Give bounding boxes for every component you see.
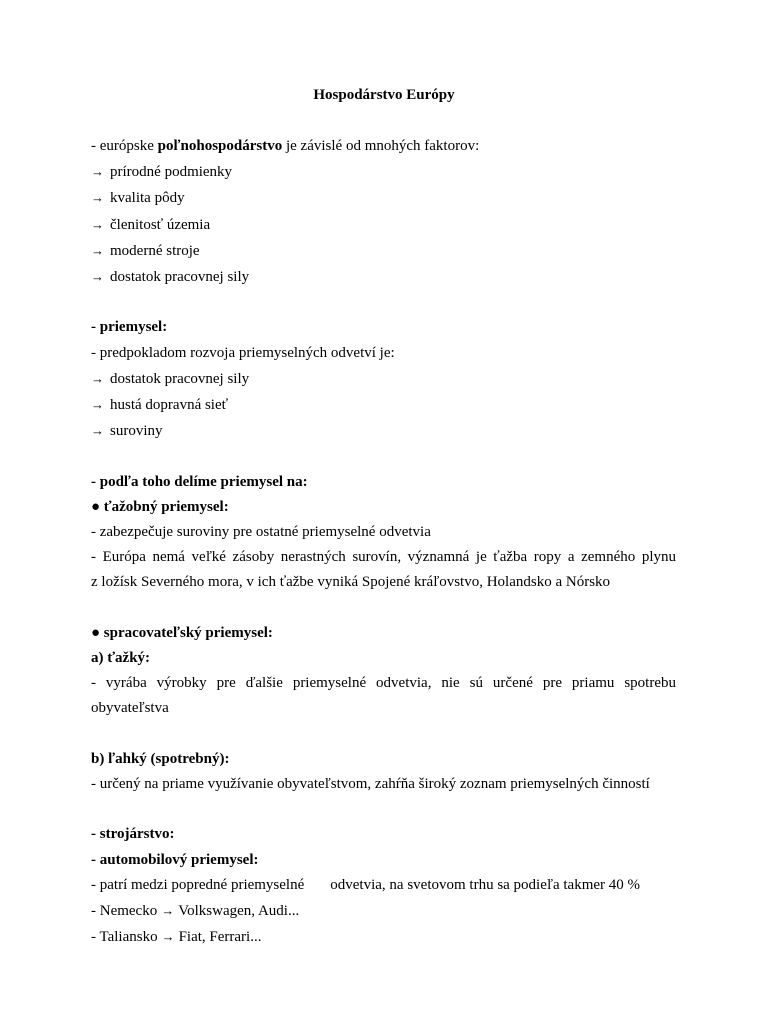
mining-line-2a: - Európa nemá veľké zásoby nerastných surovín, významná je ťažba ropy a zemného plynu (91, 549, 676, 566)
arrow-right-icon: → (91, 370, 104, 386)
agri-intro (91, 134, 676, 159)
germany-brands: Volkswagen, Audi... (178, 903, 300, 920)
italy-line (91, 924, 676, 950)
list-item-text: hustá dopravná sieť (110, 397, 229, 414)
heavy-heading (91, 646, 676, 671)
list-item (91, 238, 676, 264)
agri-intro-pre: - európske (91, 138, 158, 154)
list-item (91, 264, 676, 290)
industry-heading (91, 315, 676, 340)
division-heading-text: - podľa toho delíme priemysel na: (91, 473, 308, 490)
division-heading (91, 470, 676, 495)
heavy-line-b: obyvateľstva (91, 700, 169, 717)
auto-line (91, 873, 676, 898)
mining-heading-text: ● ťažobný priemysel: (91, 498, 229, 515)
italy-label: - Taliansko (91, 929, 158, 946)
mining-line-1: - zabezpečuje suroviny pre ostatné priemyselné odvetvia (91, 524, 431, 541)
arrow-right-icon: → (91, 190, 104, 206)
germany-line (91, 898, 676, 924)
industry-heading-text: - priemysel: (91, 319, 168, 336)
arrow-right-icon: → (161, 903, 175, 919)
spacer (91, 290, 676, 315)
light-heading (91, 747, 676, 772)
list-item (91, 185, 676, 211)
light-line: - určený na priame využívanie obyvateľstvom, zahŕňa široký zoznam priemyselných činností (91, 776, 650, 793)
spacer (91, 797, 676, 822)
list-item (91, 418, 676, 444)
arrow-right-icon: → (91, 164, 104, 180)
heavy-heading-text: a) ťažký: (91, 650, 151, 667)
list-item (91, 366, 676, 392)
processing-heading-text: ● spracovateľský priemysel: (91, 624, 273, 641)
mining-line-2b: z ložísk Severného mora, v ich ťažbe vyniká Spojené kráľovstvo, Holandsko a Nórsko (91, 574, 611, 591)
list-item-text: moderné stroje (110, 242, 200, 259)
list-item-text: členitosť územia (110, 216, 211, 233)
germany-label: - Nemecko (91, 903, 158, 920)
mining-heading (91, 495, 676, 520)
arrow-right-icon: → (91, 216, 104, 232)
list-item-text: prírodné podmienky (110, 164, 233, 181)
spacer (91, 596, 676, 621)
list-item (91, 392, 676, 418)
arrow-right-icon: → (91, 423, 104, 439)
agri-intro-bold: poľnohospodárstvo (157, 138, 283, 154)
arrow-right-icon: → (91, 269, 104, 285)
auto-line-part-a: - patrí medzi popredné priemyselné (91, 876, 305, 893)
document-body (91, 134, 676, 950)
auto-heading-text: - automobilový priemysel: (91, 851, 259, 868)
list-item-text: dostatok pracovnej sily (110, 370, 250, 387)
engineering-heading (91, 822, 676, 847)
engineering-heading-text: - strojárstvo: (91, 826, 175, 843)
arrow-right-icon: → (91, 242, 104, 258)
list-item (91, 159, 676, 185)
light-heading-text: b) ľahký (spotrebný): (91, 750, 230, 767)
processing-heading (91, 621, 676, 646)
list-item-text: dostatok pracovnej sily (110, 269, 250, 286)
spacer (91, 444, 676, 469)
list-item (91, 212, 676, 238)
heavy-line-a: - vyrába výrobky pre ďalšie priemyselné odvetvia, nie sú určené pre priamu spotrebu (91, 675, 676, 692)
italy-brands: Fiat, Ferrari... (178, 929, 262, 946)
industry-intro: - predpokladom rozvoja priemyselných odvetví je: (91, 344, 395, 361)
arrow-right-icon: → (161, 929, 175, 945)
document-title: Hospodárstvo Európy (313, 87, 455, 103)
agri-intro-post: je závislé od mnohých faktorov: (282, 138, 480, 154)
arrow-right-icon: → (91, 397, 104, 413)
auto-line-part-b: odvetvia, na svetovom trhu sa podieľa takmer 40 % (330, 876, 641, 893)
list-item-text: suroviny (110, 423, 163, 440)
list-item-text: kvalita pôdy (110, 190, 185, 207)
auto-heading (91, 848, 676, 873)
spacer (91, 722, 676, 747)
